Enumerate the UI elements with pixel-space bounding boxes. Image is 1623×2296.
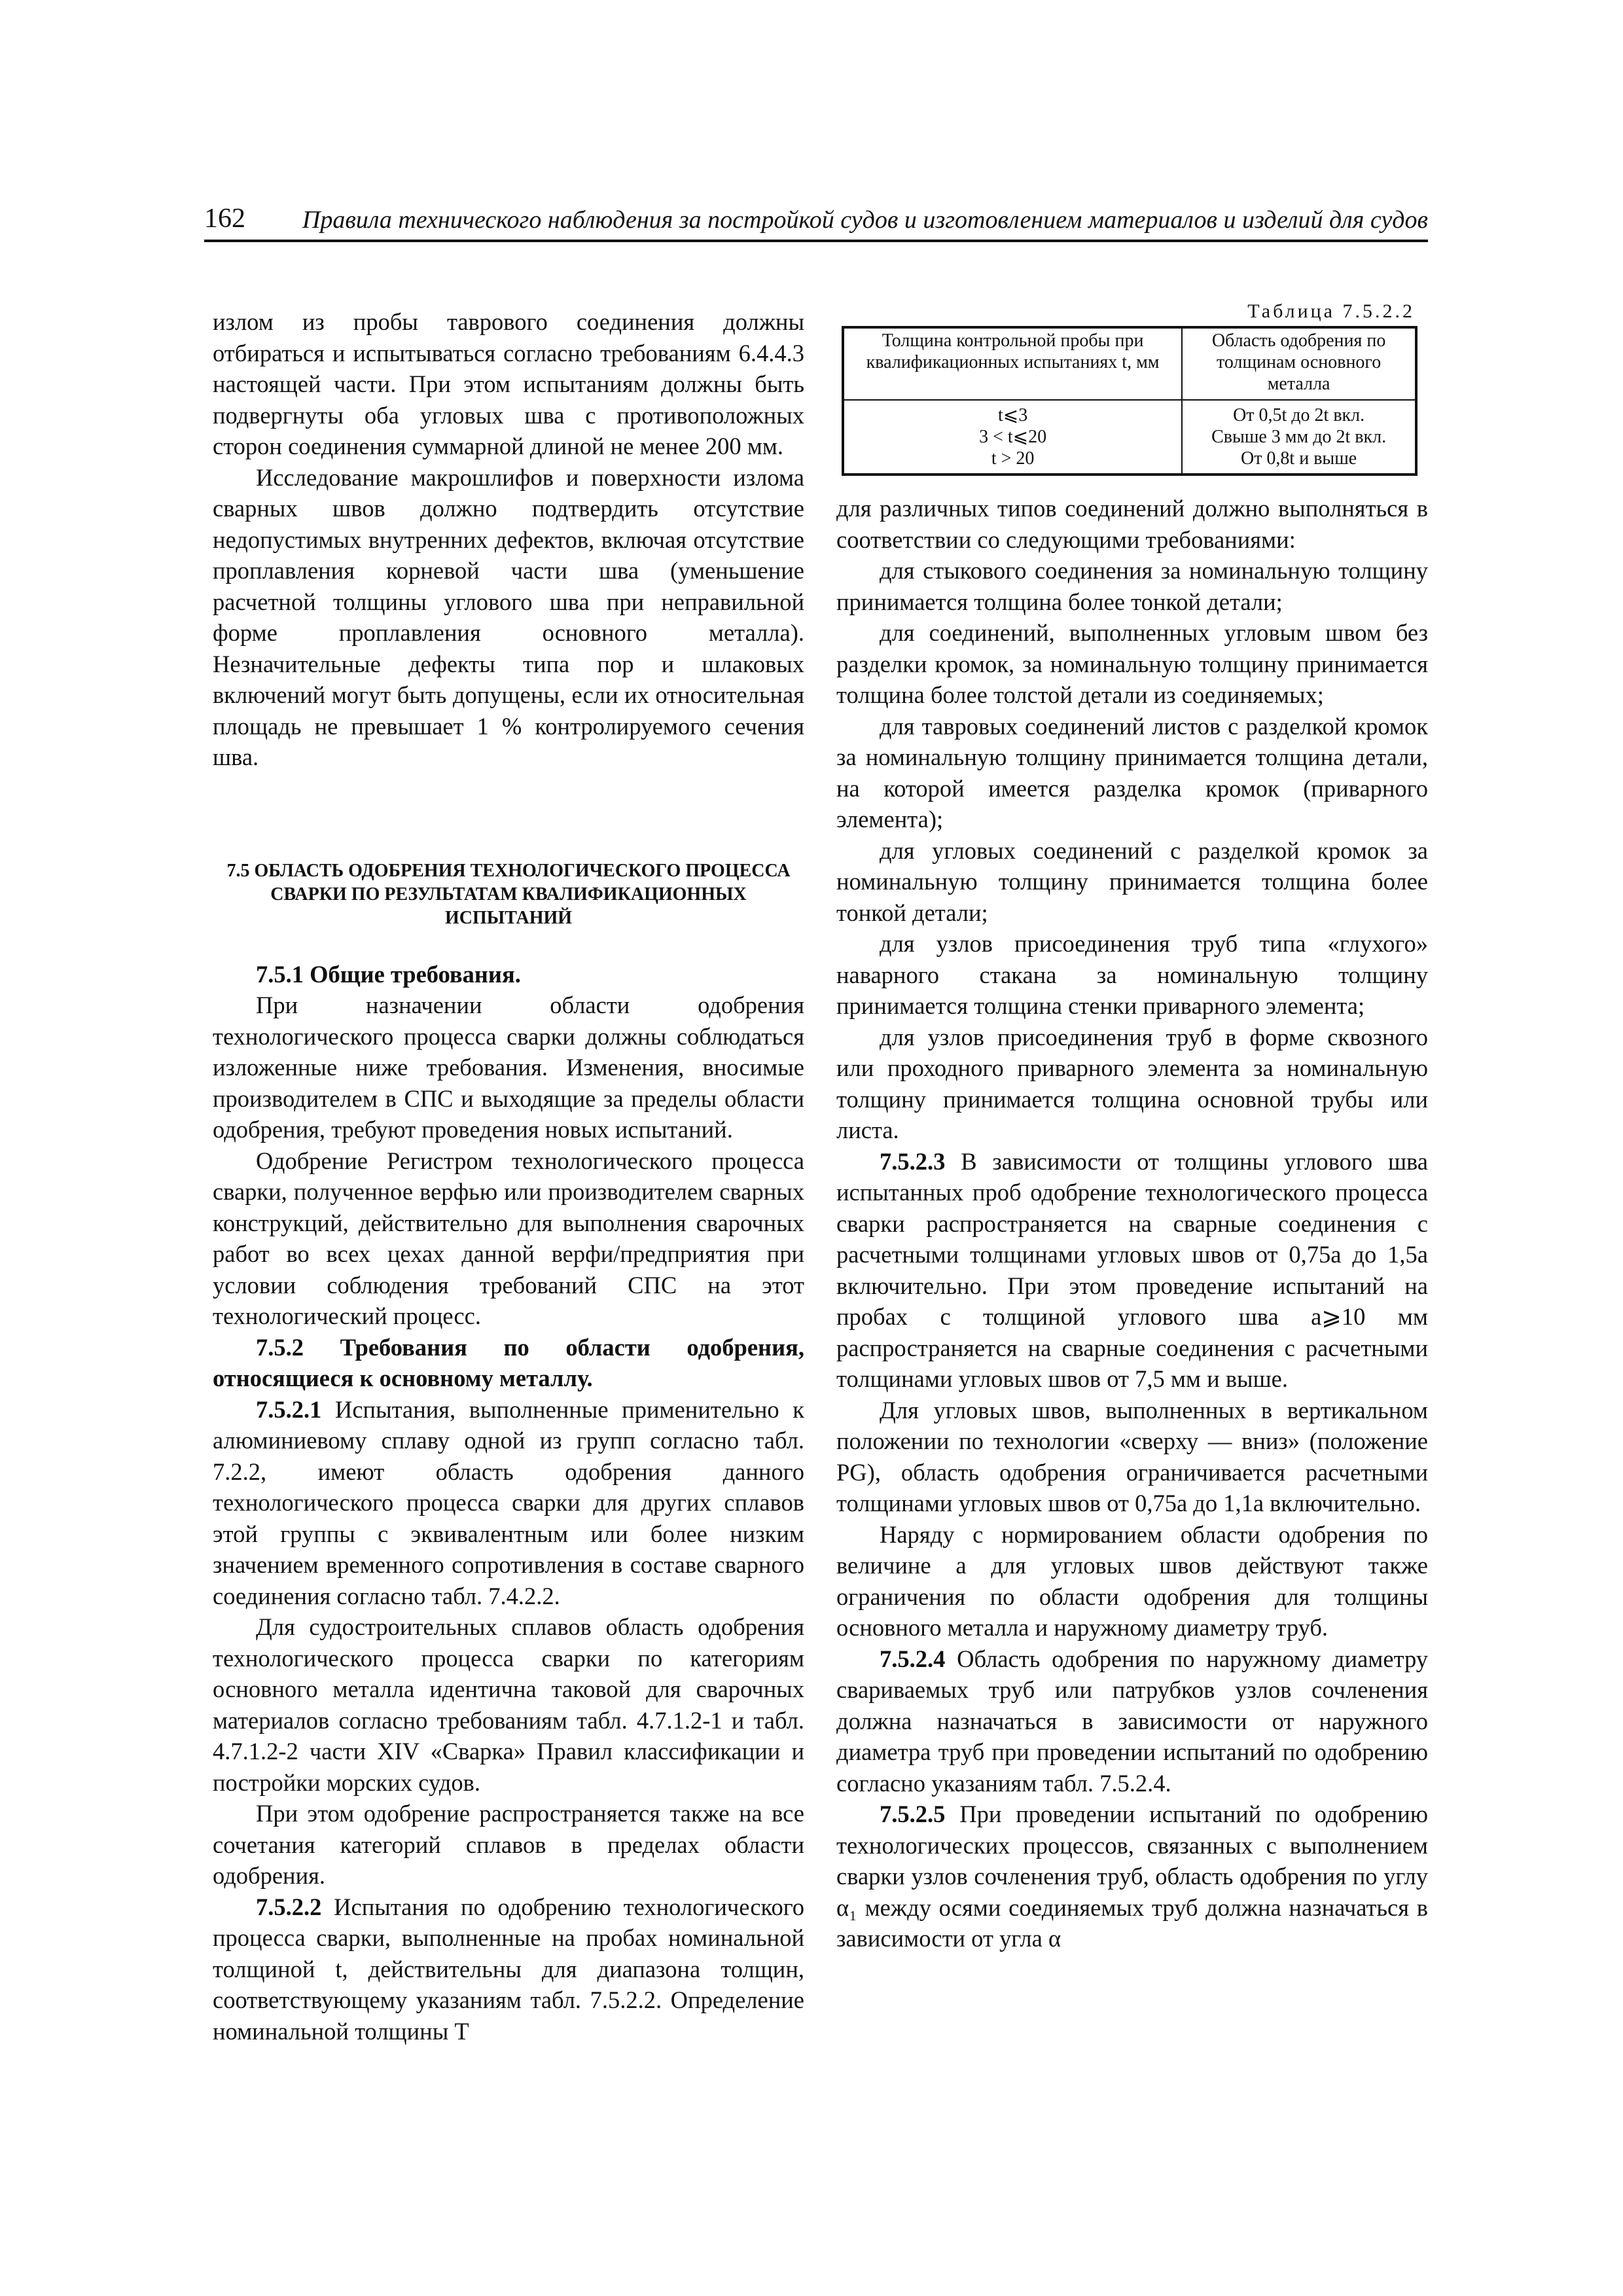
table-cell: Свыше 3 мм до 2t вкл. [1211, 427, 1387, 447]
paragraph: для соединений, выполненных угловым швом без разделки кромок, за номинальную толщину принимается толщина более толстой детали из соединяемых; [836, 619, 1428, 708]
clause-number: 7.5.2.1 [256, 1395, 322, 1423]
page-header [204, 200, 1428, 242]
paragraph [213, 1394, 804, 1612]
thickness-table [842, 326, 1418, 476]
paragraph: Для судостроительных сплавов область одобрения технологического процесса сварки по категориям основного металла идентична таковой для сварочных материалов согласно требованиям табл. 4.7.1.2-1 и табл. 4.7.1.2-2 части XIV «Сварка» Правил классификации и постройки морских судов. [213, 1613, 804, 1796]
paragraph: Одобрение Регистром технологического процесса сварки, полученное верфью или производителем сварных конструкций, действительно для выполнения сварочных работ во всех цехах данной верфи/предприятия при условии соблюдения требований СПС на этот технологический процесс. [213, 1147, 804, 1329]
right-column [836, 300, 1429, 1954]
table-cell: От 0,8t и выше [1240, 448, 1357, 469]
paragraph: При назначении области одобрения технологического процесса сварки должны соблюдаться изложенные ниже требования. Изменения, вносимые производителем в СПС и выходящие за пределы области одобрения, требуют проведения новых испытаний. [213, 992, 804, 1143]
left-column [213, 306, 804, 2047]
paragraph: для угловых соединений с разделкой кромок за номинальную толщину принимается толщина более тонкой детали; [836, 836, 1428, 926]
table-cell: 3 < t⩽20 [979, 427, 1047, 447]
page-number: 162 [204, 204, 245, 234]
section-title: 7.5 ОБЛАСТЬ ОДОБРЕНИЯ ТЕХНОЛОГИЧЕСКОГО ПРОЦЕССА СВАРКИ ПО РЕЗУЛЬТАТАМ КВАЛИФИКАЦИОННЫХ ИСПЫТАНИЙ [226, 860, 791, 928]
table-cell: t > 20 [991, 448, 1035, 469]
paragraph: для различных типов соединений должно выполняться в соответствии со следующими требованиями: [836, 495, 1428, 553]
paragraph-text: В зависимости от толщины углового шва испытанных проб одобрение технологического процесса сварки распространяется на сварные соединения с расчетными толщинами угловых швов от 0,75a до 1,5a включительно. При этом проведение испытаний на пробах с толщиной углового шва a⩾10 мм распространяется на сварные соединения с расчетными толщинами угловых швов от 7,5 мм и выше. [836, 1147, 1429, 1392]
subheading-text: 7.5.1 Общие требования. [256, 960, 521, 988]
paragraph-text: Область одобрения по наружному диаметру свариваемых труб или патрубков узлов сочленения должна назначаться в зависимости от наружного диаметра труб при проведении испытаний по одобрению согласно указаниям табл. 7.5.2.4. [836, 1645, 1429, 1797]
paragraph: для стыкового соединения за номинальную толщину принимается толщина более тонкой детали; [836, 557, 1428, 615]
paragraph [836, 1643, 1428, 1799]
clause-number: 7.5.2.4 [880, 1645, 946, 1672]
clause-number: 7.5.2.2 [256, 1893, 322, 1920]
table-row [843, 400, 1416, 475]
subheading-text: 7.5.2 Требования по области одобрения, относящиеся к основному металлу. [213, 1333, 804, 1391]
paragraph [213, 1892, 804, 2047]
subheading [213, 959, 804, 990]
paragraph [836, 1799, 1428, 1954]
paragraph: При этом одобрение распространяется также на все сочетания категорий сплавов в пределах области одобрения. [213, 1800, 804, 1889]
clause-number: 7.5.2.5 [880, 1801, 946, 1827]
clause-number: 7.5.2.3 [880, 1147, 946, 1175]
running-title: Правила технического наблюдения за постройкой судов и изготовлением материалов и изделий для судов [302, 206, 1428, 234]
paragraph-text: Испытания, выполненные применительно к алюминиевому сплаву одной из групп согласно табл. 7.2.2, имеют область одобрения данного технологического процесса сварки для других сплавов этой группы с эквивалентным или более низким значением временного сопротивления в составе сварного соединения согласно табл. 7.4.2.2. [213, 1395, 805, 1609]
paragraph: Для угловых швов, выполненных в вертикальном положении по технологии «сверху — вниз» (положение PG), область одобрения ограничивается расчетными толщинами угловых швов от 0,75a до 1,1a включительно. [836, 1396, 1428, 1516]
subheading [213, 1332, 804, 1394]
table-header-range: Область одобрения по толщинам основного металла [1182, 327, 1416, 400]
paragraph: для узлов присоединения труб типа «глухого» наварного стакана за номинальную толщину принимается толщина стенки приварного элемента; [836, 930, 1428, 1019]
paragraph: Наряду с нормированием области одобрения по величине a для угловых швов действуют также ограничения по области одобрения для толщины основного металла и наружному диаметру труб. [836, 1520, 1428, 1641]
table-cell: От 0,5t до 2t вкл. [1233, 405, 1365, 425]
paragraph: для узлов присоединения труб в форме сквозного или проходного приварного элемента за номинальную толщину принимается толщина основной трубы или листа. [836, 1023, 1428, 1143]
paragraph: излом из пробы таврового соединения должны отбираться и испытываться согласно требованиям 6.4.4.3 настоящей части. При этом испытаниям должны быть подвергнуты оба угловых шва с противоположных сторон соединения суммарной длиной не менее 200 мм. [213, 308, 804, 459]
paragraph: Исследование макрошлифов и поверхности излома сварных швов должно подтвердить отсутствие недопустимых внутренних дефектов, включая отсутствие проплавления корневой части шва (уменьшение расчетной толщины углового шва при неправильной форме проплавления основного металла). Незначительные дефекты типа пор и шлаковых включений могут быть допущены, если их относительная площадь не превышает 1 % контролируемого сечения шва. [213, 463, 804, 770]
paragraph: для тавровых соединений листов с разделкой кромок за номинальную толщину принимается толщина детали, на которой имеется разделка кромок (приварного элемента); [836, 712, 1428, 833]
table-header-thickness: Толщина контрольной пробы при квалификационных испытаниях t, мм [843, 327, 1182, 400]
paragraph [836, 1146, 1428, 1395]
table-caption: Таблица 7.5.2.2 [1247, 300, 1415, 322]
paragraph-text: Испытания по одобрению технологического процесса сварки, выполненные на пробах номинальной толщиной t, действительны для диапазона толщин, соответствующему указаниям табл. 7.5.2.2. Определение номинальной толщины T [213, 1893, 805, 2045]
table-cell: t⩽3 [997, 405, 1028, 425]
paragraph-text: При проведении испытаний по одобрению технологических процессов, связанных с выполнением сварки узлов сочленения труб, область одобрения по углу α₁ между осями соединяемых труб должна назначаться в зависимости от угла α [836, 1801, 1428, 1952]
